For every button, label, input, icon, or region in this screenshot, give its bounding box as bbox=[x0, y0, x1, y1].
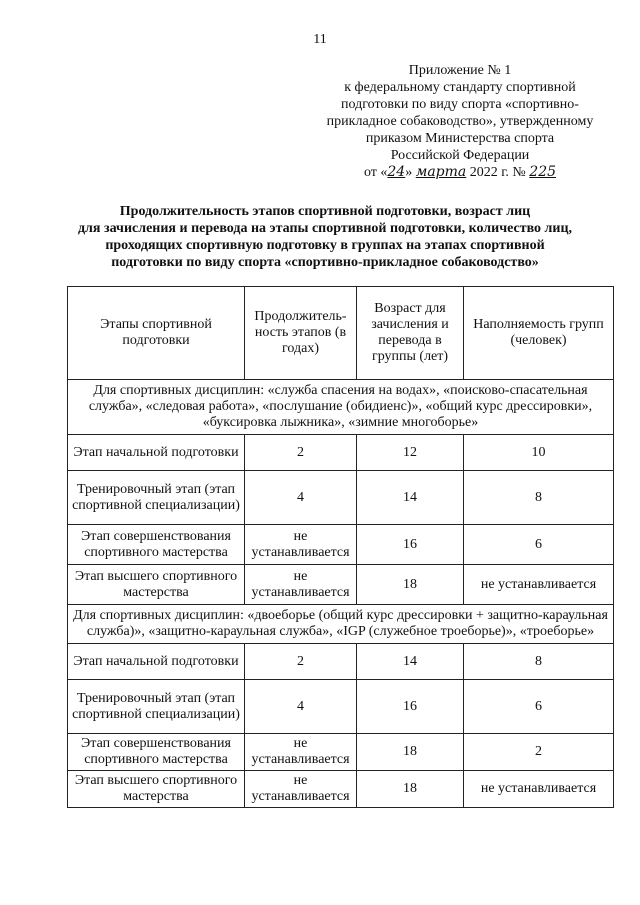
cell-group-size: 6 bbox=[464, 525, 614, 565]
header-age: Возраст для зачисления и перевода в группы (лет) bbox=[357, 287, 464, 380]
group-row bbox=[68, 380, 614, 435]
stages-table bbox=[67, 286, 614, 808]
cell-stage: Этап начальной подготовки bbox=[68, 644, 245, 680]
cell-duration: не устанавливается bbox=[245, 771, 357, 808]
table-row bbox=[68, 565, 614, 605]
cell-stage: Тренировочный этап (этап спортивной специализации) bbox=[68, 680, 245, 734]
title-line: проходящих спортивную подготовку в группах на этапах спортивной bbox=[105, 238, 545, 253]
appendix-line: подготовки по виду спорта «спортивно- bbox=[341, 97, 579, 112]
cell-group-size: 8 bbox=[464, 644, 614, 680]
order-date-line bbox=[300, 164, 620, 181]
title-line: подготовки по виду спорта «спортивно-прикладное собаководство» bbox=[111, 255, 539, 270]
title-line: Продолжительность этапов спортивной подготовки, возраст лиц bbox=[119, 204, 531, 219]
cell-age: 18 bbox=[357, 734, 464, 771]
group-disciplines-1: Для спортивных дисциплин: «служба спасения на водах», «поисково-спасательная служба», «следовая работа», «послушание (обидиенс)», «общий курс дрессировки», «буксировка лыжника», «зимние многоборье» bbox=[68, 380, 614, 435]
handwritten-day: 24 bbox=[387, 164, 406, 180]
appendix-line: к федеральному стандарту спортивной bbox=[344, 80, 576, 95]
cell-duration: 2 bbox=[245, 644, 357, 680]
appendix-line: Российской Федерации bbox=[390, 148, 530, 163]
cell-group-size: 10 bbox=[464, 435, 614, 471]
table-row bbox=[68, 734, 614, 771]
cell-group-size: не устанавливается bbox=[464, 565, 614, 605]
table-row bbox=[68, 680, 614, 734]
group-row bbox=[68, 605, 614, 644]
table-row bbox=[68, 435, 614, 471]
cell-stage: Этап начальной подготовки bbox=[68, 435, 245, 471]
header-stage: Этапы спортивной подготовки bbox=[68, 287, 245, 380]
cell-stage: Этап совершенствования спортивного мастерства bbox=[68, 525, 245, 565]
handwritten-month: марта bbox=[415, 164, 467, 180]
cell-group-size: не устанавливается bbox=[464, 771, 614, 808]
table-row bbox=[68, 771, 614, 808]
table-row bbox=[68, 644, 614, 680]
cell-age: 16 bbox=[357, 680, 464, 734]
title-line: для зачисления и перевода на этапы спортивной подготовки, количество лиц, bbox=[77, 221, 573, 236]
cell-duration: не устанавливается bbox=[245, 565, 357, 605]
date-prefix: от « bbox=[363, 165, 388, 180]
cell-age: 16 bbox=[357, 525, 464, 565]
cell-age: 18 bbox=[357, 771, 464, 808]
cell-duration: не устанавливается bbox=[245, 525, 357, 565]
table-row bbox=[68, 525, 614, 565]
cell-duration: 4 bbox=[245, 680, 357, 734]
cell-stage: Этап высшего спортивного мастерства bbox=[68, 771, 245, 808]
cell-age: 14 bbox=[357, 471, 464, 525]
cell-age: 14 bbox=[357, 644, 464, 680]
cell-duration: не устанавливается bbox=[245, 734, 357, 771]
cell-group-size: 6 bbox=[464, 680, 614, 734]
appendix-line: приказом Министерства спорта bbox=[365, 131, 555, 146]
document-title bbox=[40, 203, 610, 271]
appendix-line: прикладное собаководство», утвержденному bbox=[326, 114, 594, 129]
page-number: 11 bbox=[313, 32, 327, 47]
table-row bbox=[68, 471, 614, 525]
cell-stage: Этап высшего спортивного мастерства bbox=[68, 565, 245, 605]
cell-age: 12 bbox=[357, 435, 464, 471]
cell-stage: Этап совершенствования спортивного мастерства bbox=[68, 734, 245, 771]
cell-duration: 2 bbox=[245, 435, 357, 471]
cell-group-size: 2 bbox=[464, 734, 614, 771]
cell-group-size: 8 bbox=[464, 471, 614, 525]
date-mid: » bbox=[405, 165, 416, 180]
header-group-size: Наполняемость групп (человек) bbox=[464, 287, 614, 380]
cell-duration: 4 bbox=[245, 471, 357, 525]
header-duration: Продолжитель-ность этапов (в годах) bbox=[245, 287, 357, 380]
group-disciplines-2: Для спортивных дисциплин: «двоеборье (общий курс дрессировки + защитно-караульная служба)», «защитно-караульная служба», «IGP (служебное троеборье)», «троеборье» bbox=[68, 605, 614, 644]
appendix-header bbox=[300, 62, 620, 181]
date-year: 2022 г. № bbox=[466, 165, 530, 180]
cell-age: 18 bbox=[357, 565, 464, 605]
cell-stage: Тренировочный этап (этап спортивной специализации) bbox=[68, 471, 245, 525]
appendix-line: Приложение № 1 bbox=[408, 63, 512, 78]
table-header-row bbox=[68, 287, 614, 380]
handwritten-order-number: 225 bbox=[529, 164, 557, 180]
